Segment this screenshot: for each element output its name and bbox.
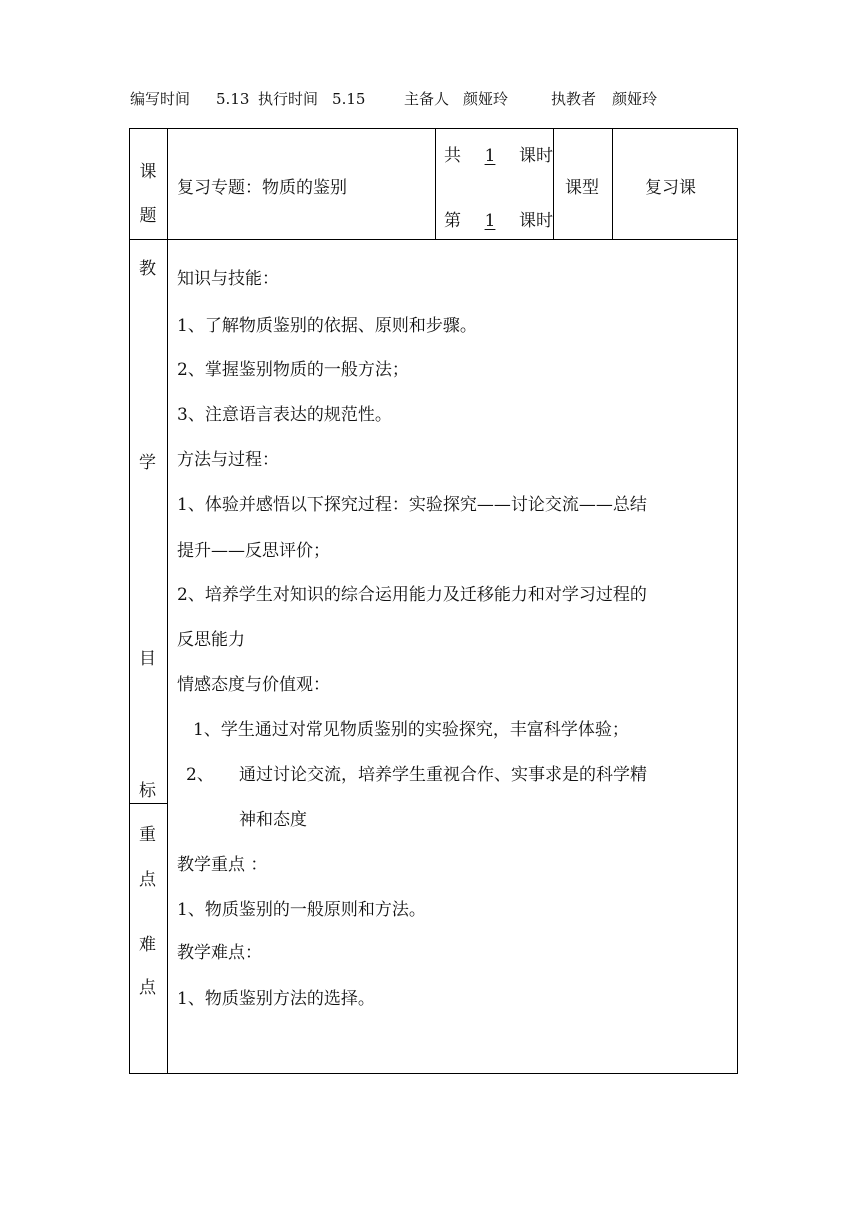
goals-line: 情感态度与价值观： bbox=[177, 675, 330, 695]
goals-line: 1、学生通过对常见物质鉴别的实验探究，丰富科学体验； bbox=[193, 720, 629, 740]
current-period: 第 1 课时 bbox=[444, 211, 553, 231]
focus-line: 教学难点： bbox=[177, 943, 262, 963]
topic-text: 复习专题：物质的鉴别 bbox=[177, 178, 347, 198]
teacher-label: 执教者 bbox=[551, 90, 597, 108]
goals-side-label: 标 bbox=[139, 781, 156, 801]
focus-side-label: 重 bbox=[139, 825, 156, 845]
total-periods: 共 1 课时 bbox=[444, 146, 553, 166]
goals-line: 1、体验并感悟以下探究过程：实验探究——讨论交流——总结 bbox=[177, 495, 647, 515]
col-divider bbox=[435, 128, 436, 239]
goals-line: 方法与过程： bbox=[177, 450, 279, 470]
write-time-value: 5.13 bbox=[216, 90, 250, 108]
goals-line: 3、注意语言表达的规范性。 bbox=[177, 405, 392, 425]
focus-side-label: 点 bbox=[139, 870, 156, 890]
goals-line: 反思能力 bbox=[177, 630, 245, 650]
goals-line: 2、掌握鉴别物质的一般方法； bbox=[177, 360, 409, 380]
goals-side-label: 学 bbox=[139, 453, 156, 473]
write-time-label: 编写时间 bbox=[130, 90, 191, 108]
goals-side-label: 教 bbox=[139, 259, 156, 279]
type-value: 复习课 bbox=[645, 178, 696, 198]
goals-line: 通过讨论交流，培养学生重视合作、实事求是的科学精 bbox=[239, 765, 647, 785]
header-line bbox=[130, 88, 692, 109]
focus-side-label: 难 bbox=[139, 935, 156, 955]
row-divider bbox=[129, 239, 738, 240]
exec-time-value: 5.15 bbox=[332, 90, 366, 108]
col-divider bbox=[167, 128, 168, 1074]
teacher-value: 颜娅玲 bbox=[612, 90, 658, 108]
goals-line: 1、了解物质鉴别的依据、原则和步骤。 bbox=[177, 316, 477, 336]
focus-line: 1、物质鉴别方法的选择。 bbox=[177, 989, 375, 1009]
goals-line: 2、培养学生对知识的综合运用能力及迁移能力和对学习过程的 bbox=[177, 585, 647, 605]
col-divider bbox=[612, 128, 613, 239]
focus-line: 教学重点 ： bbox=[177, 855, 268, 875]
goals-side-label: 目 bbox=[139, 649, 156, 669]
focus-line: 1、物质鉴别的一般原则和方法。 bbox=[177, 900, 426, 920]
goals-line: 提升——反思评价； bbox=[177, 541, 330, 561]
preparer-label: 主备人 bbox=[404, 90, 450, 108]
topic-label: 课 题 bbox=[139, 162, 157, 226]
focus-side-label: 点 bbox=[139, 978, 156, 998]
type-label: 课型 bbox=[565, 178, 599, 198]
goals-line: 2、 bbox=[186, 765, 214, 785]
goals-line: 知识与技能： bbox=[177, 269, 279, 289]
exec-time-label: 执行时间 bbox=[258, 90, 319, 108]
goals-line: 神和态度 bbox=[239, 810, 307, 830]
row-divider bbox=[129, 803, 168, 804]
col-divider bbox=[553, 128, 554, 239]
preparer-value: 颜娅玲 bbox=[463, 90, 509, 108]
